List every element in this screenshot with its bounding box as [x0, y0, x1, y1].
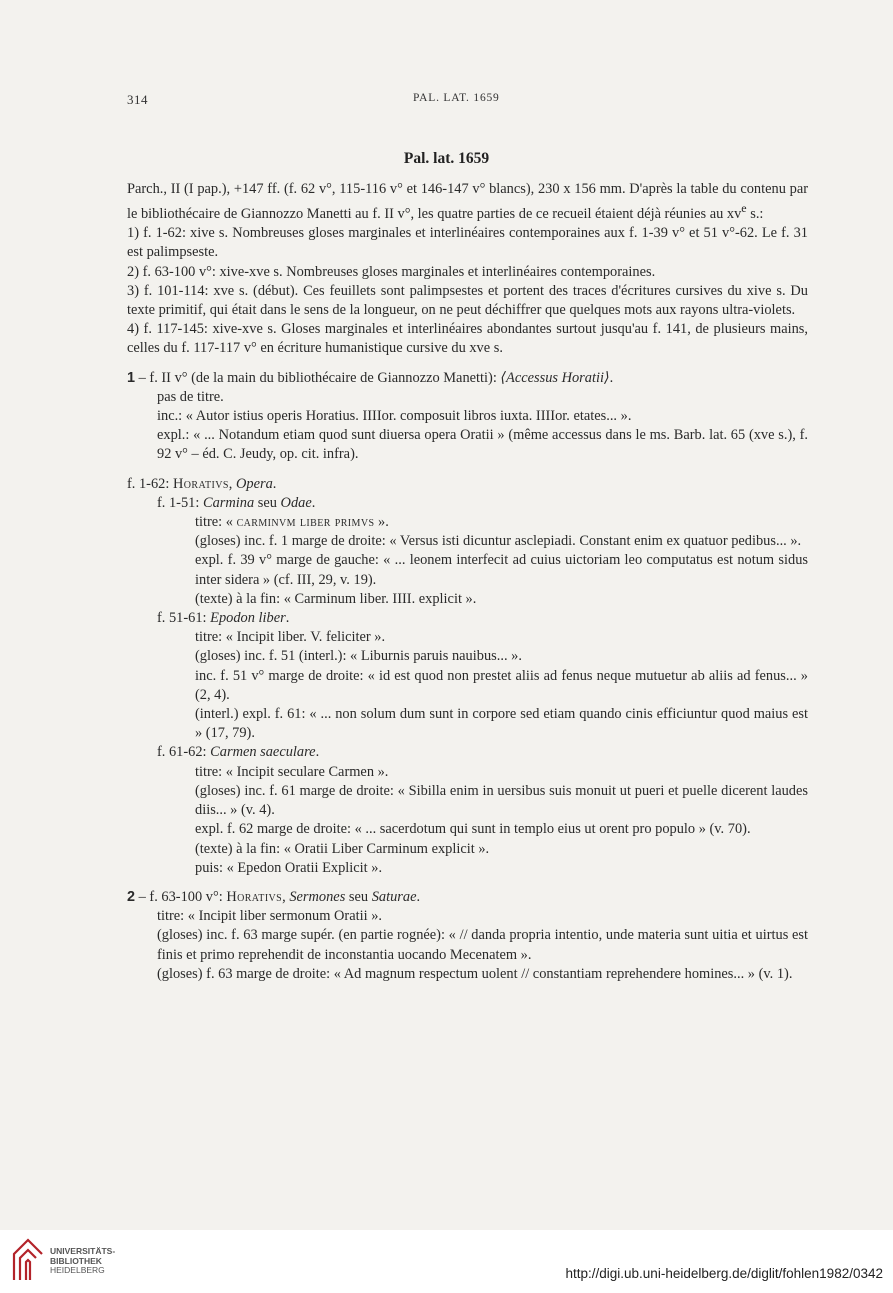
epodon-heading: f. 51-61: Epodon liber.: [157, 610, 290, 627]
carmen-line: (gloses) inc. f. 61 marge de droite: « Sibilla enim in uersibus suis monuit ut pueri et puelle dicerent laudes diis... » (v. 4).: [195, 782, 808, 819]
carmen-heading: f. 61-62: Carmen saeculare.: [157, 744, 320, 761]
epodon-line: (interl.) expl. f. 61: « ... non solum dum sunt in corpore sed etiam quando cinis efficiuntur quod maius est » (17, 79).: [195, 706, 808, 742]
document-body: [127, 180, 808, 984]
intro-part-3: 3) f. 101-114: xve s. (début). Ces feuillets sont palimpsestes et portent des traces d'écritures cursives du xive s. Du texte primitif, qui était dans le sens de la longueur, on ne peut déchiffrer que quelques mots aux rayons ultra-violets.: [127, 282, 808, 319]
carmina-line: (gloses) inc. f. 1 marge de droite: « Versus isti dicuntur asclepiadi. Constant enim ex quatuor pedibus... ».: [195, 533, 802, 550]
page-number: 314: [127, 92, 148, 107]
intro-part-1: 1) f. 1-62: xive s. Nombreuses gloses marginales et interlinéaires contemporaines aux f. 1-39 v° et 51 v°-62. Le f. 31 est palimpseste.: [127, 225, 808, 261]
carmen-line: titre: « Incipit seculare Carmen ».: [195, 763, 389, 780]
carmina-heading: f. 1-51: Carmina seu Odae.: [157, 494, 316, 511]
university-library-logo-icon: [10, 1236, 46, 1282]
intro-part-4: 4) f. 117-145: xive-xve s. Gloses marginales et interlinéaires abondantes surtout jusqu'au f. 141, de plusieurs mains, celles du f. 117-117 v° en écriture humanistique cursive du xve s.: [127, 321, 808, 357]
entry-2-line: titre: « Incipit liber sermonum Oratii ».: [157, 908, 383, 925]
carmen-line: expl. f. 62 marge de droite: « ... sacerdotum qui sunt in templo eius ut orent pro populo » (v. 70).: [195, 821, 751, 838]
carmina-line: expl. f. 39 v° marge de gauche: « ... leonem interfecit ad cuius uictoriam leo computatus est notum sidus inter sidera » (cf. III, 29, v. 19).: [195, 552, 808, 588]
entry-1-line: inc.: « Autor istius operis Horatius. IIIIor. composuit libros iuxta. IIIIor. etates... ».: [157, 408, 632, 425]
library-name: UNIVERSITÄTS- BIBLIOTHEK HEIDELBERG: [50, 1246, 116, 1275]
permalink-url[interactable]: http://digi.ub.uni-heidelberg.de/diglit/fohlen1982/0342: [565, 1266, 883, 1281]
intro-part-2: 2) f. 63-100 v°: xive-xve s. Nombreuses gloses marginales et interlinéaires contemporaines.: [127, 263, 656, 280]
epodon-line: titre: « Incipit liber. V. feliciter ».: [195, 629, 386, 646]
entry-2-heading: 2 – f. 63-100 v°: Horativs, Sermones seu Saturae.: [127, 888, 421, 905]
entry-2-line: (gloses) inc. f. 63 marge supér. (en partie rognée): « // danda propria intentio, unde materia sunt uitia et uirtus est finis et primo reprehendit de inconstantia uocando Mecenatem ».: [157, 927, 808, 963]
viewer-footer: [0, 1230, 893, 1293]
epodon-line: (gloses) inc. f. 51 (interl.): « Liburnis paruis nauibus... ».: [195, 648, 522, 665]
running-title: PAL. LAT. 1659: [413, 92, 500, 104]
manuscript-title: Pal. lat. 1659: [403, 150, 490, 167]
entry-1-heading: 1 – f. II v° (de la main du bibliothécaire de Giannozzo Manetti): ⟨Accessus Horatii⟩.: [127, 369, 614, 386]
carmen-line: (texte) à la fin: « Oratii Liber Carminum explicit ».: [195, 840, 490, 857]
entry-1-line: expl.: « ... Notandum etiam quod sunt diuersa opera Oratii » (même accessus dans le ms. Barb. lat. 65 (xve s.), f. 92 v° – éd. C. Jeudy, op. cit. infra).: [157, 427, 808, 463]
epodon-line: inc. f. 51 v° marge de droite: « id est quod non prestet aliis ad fenus neque mutuetur ab aliis ad fenus... » (2, 4).: [195, 667, 808, 703]
intro-description: Parch., II (I pap.), +147 ff. (f. 62 v°, 115-116 v° et 146-147 v° blancs), 230 x 156 mm. D'après la table du contenu par le bibliothécaire de Giannozzo Manetti au f. II v°, les quatre parties de ce recueil étaient déjà réunies au $xv^e$ s.:: [127, 181, 808, 222]
entry-1-line: pas de titre.: [157, 388, 224, 405]
carmina-line: (texte) à la fin: « Carminum liber. IIII. explicit ».: [195, 590, 477, 607]
carmina-titre: titre: « carminvm liber primvs ».: [195, 514, 389, 531]
carmen-line: puis: « Epedon Oratii Explicit ».: [195, 859, 383, 876]
horatius-heading: f. 1-62: Horativs, Opera.: [127, 475, 277, 492]
entry-2-line: (gloses) f. 63 marge de droite: « Ad magnum respectum uolent // constantiam reprehendere homines... » (v. 1).: [157, 965, 793, 982]
